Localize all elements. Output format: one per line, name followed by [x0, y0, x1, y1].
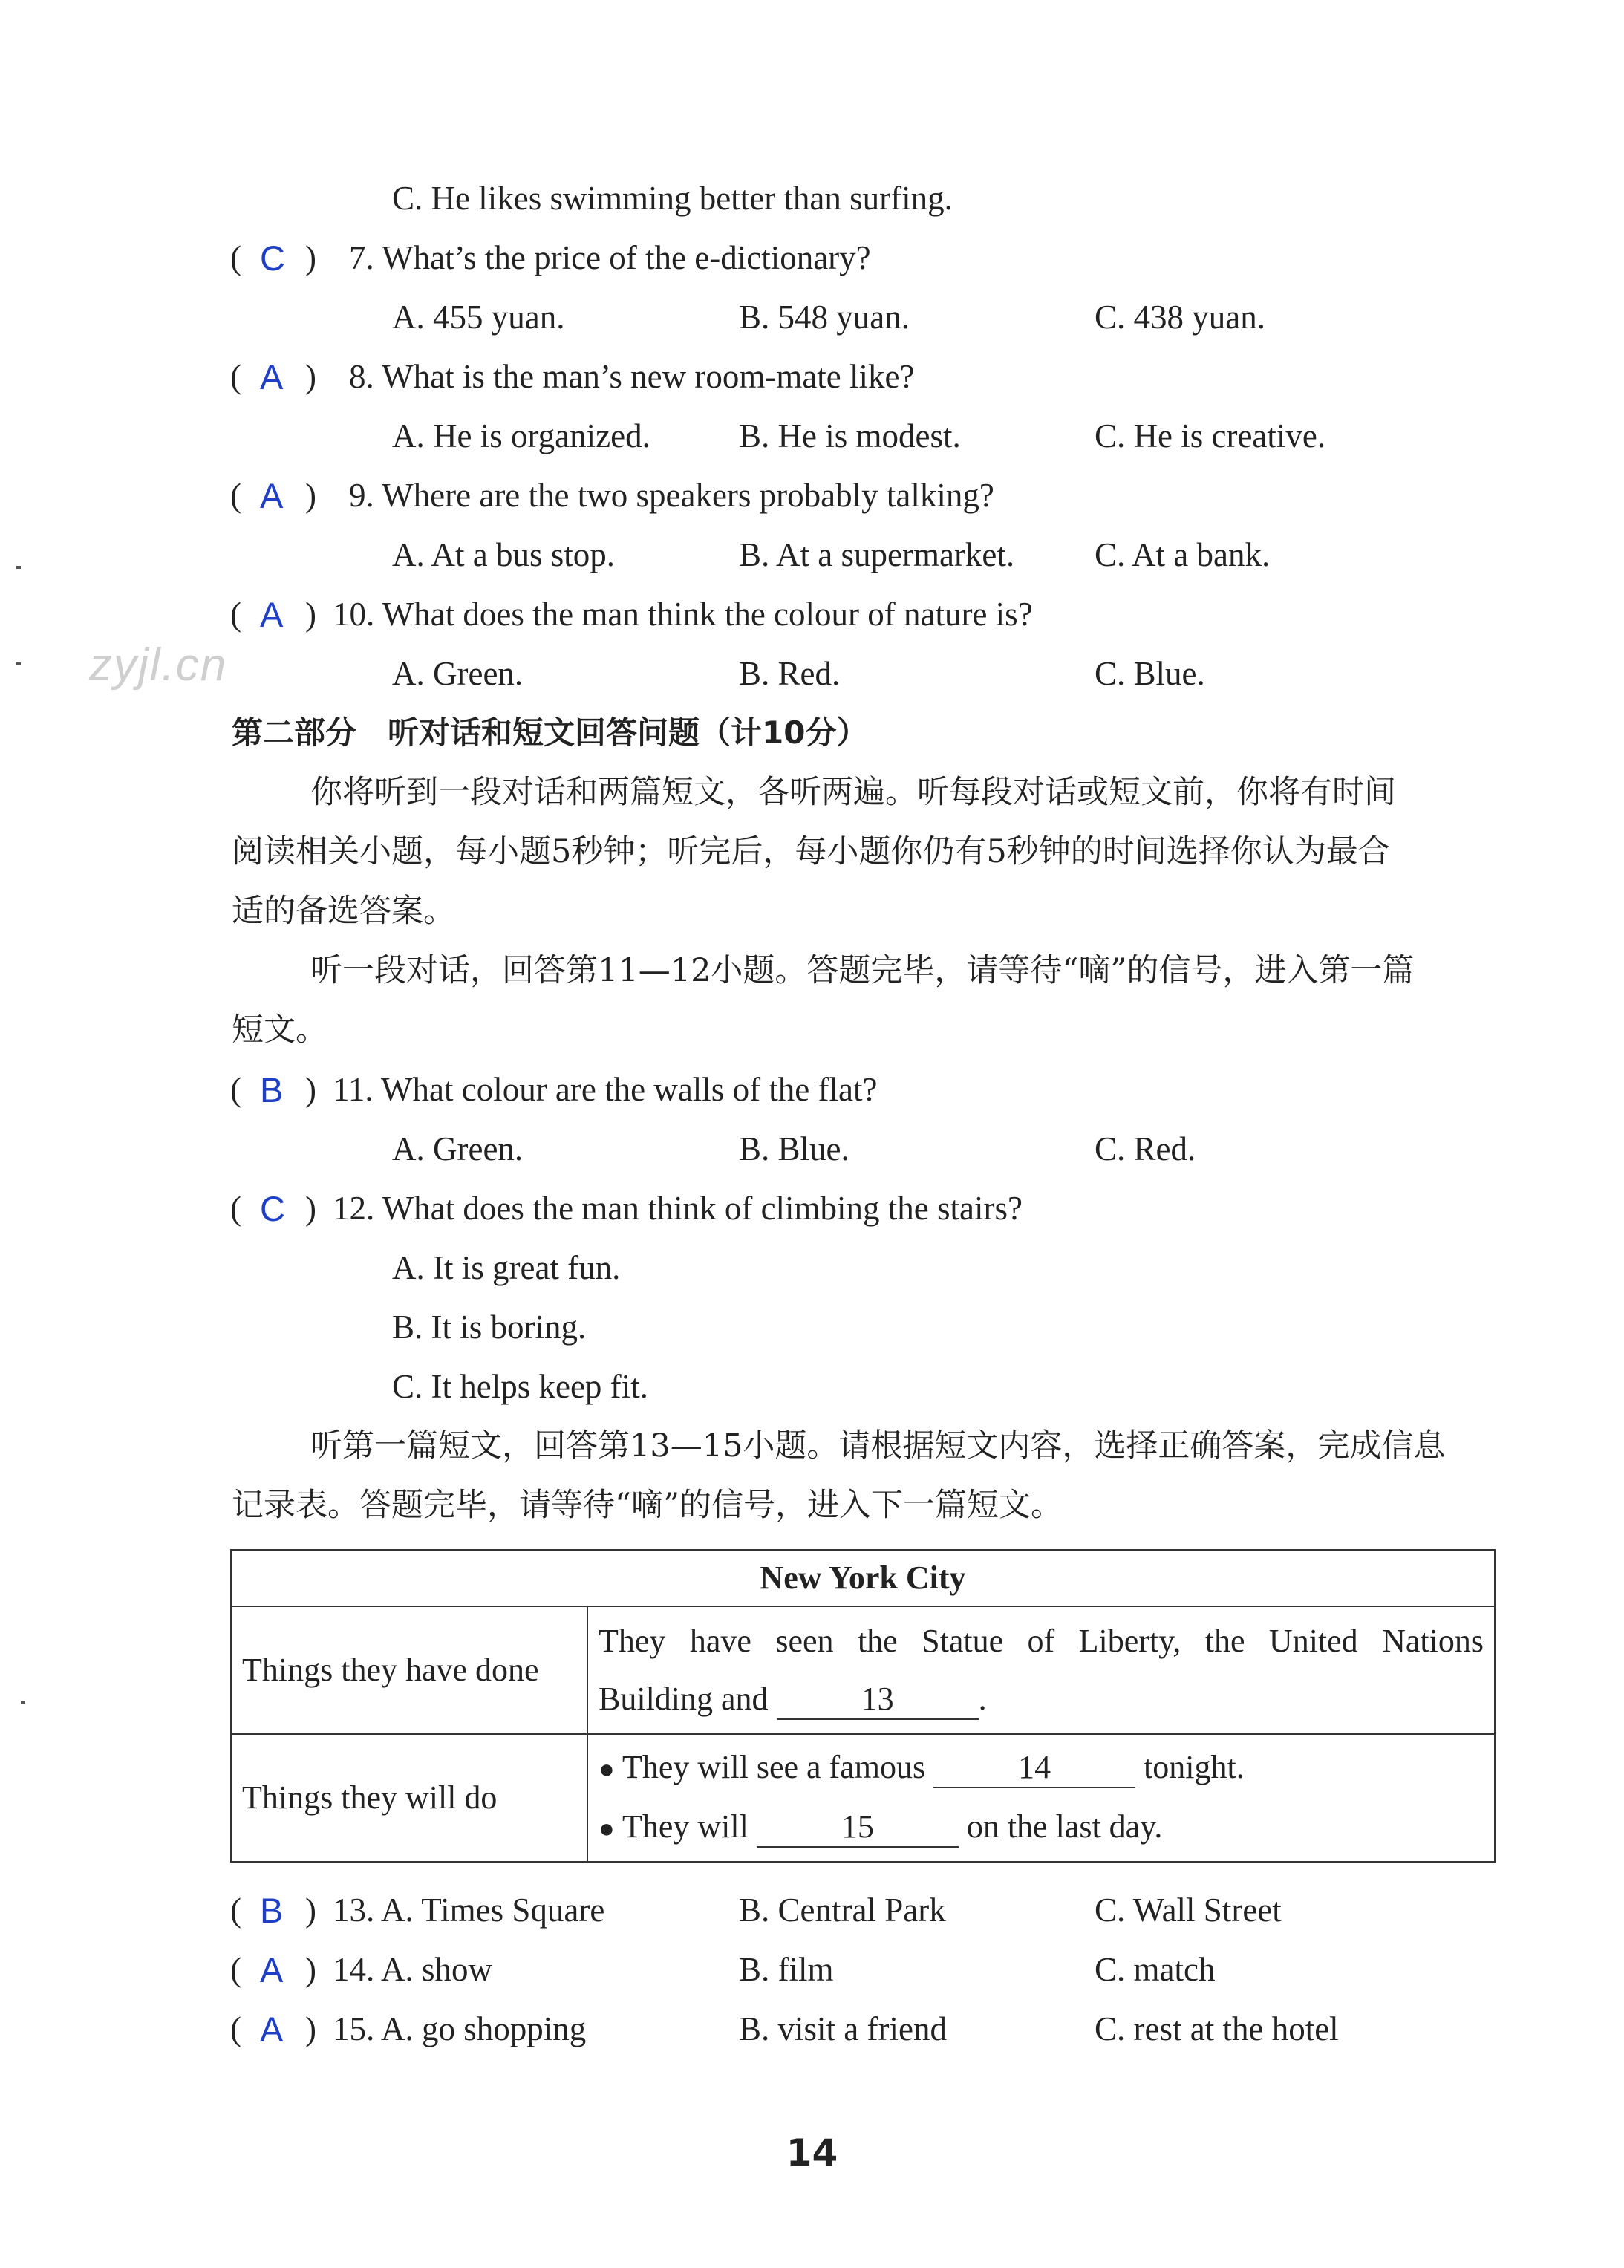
table-text: on the last day.: [966, 1808, 1163, 1845]
page-number: 14: [786, 2131, 838, 2174]
question-stem: 8. What is the man’s new room-mate like?: [349, 358, 915, 395]
table-text-line: [599, 1670, 1484, 1728]
table-text: Building and: [599, 1681, 769, 1717]
table-text: .: [978, 1681, 987, 1717]
option-b: B. At a supermarket.: [739, 536, 1015, 573]
table-row-label: Things they have done: [231, 1606, 587, 1734]
question-stem: 7. What’s the price of the e-dictionary?: [349, 239, 871, 276]
scan-mark: [16, 662, 21, 665]
answer-bracket: ( ): [230, 358, 316, 395]
table-cell: [587, 1606, 1495, 1734]
option-a: A. He is organized.: [392, 417, 650, 454]
option-a: A. 455 yuan.: [392, 299, 565, 336]
option-a: 13. A. Times Square: [333, 1891, 605, 1929]
option-a: 15. A. go shopping: [333, 2010, 587, 2047]
table-text: They have seen the Statue of Liberty, the United Nations: [599, 1623, 1484, 1659]
info-record-table: [230, 1549, 1496, 1863]
answer-bracket: ( ): [230, 2010, 316, 2047]
option-a: A. At a bus stop.: [392, 536, 616, 573]
answer-mark: A: [260, 595, 284, 634]
instruction-text: 记录表。答题完毕，请等待“嘀”的信号，进入下一篇短文。: [232, 1487, 1063, 1524]
question-stem: 10. What does the man think the colour of nature is?: [333, 596, 1033, 633]
answer-bracket: ( ): [230, 596, 316, 633]
answer-mark: C: [260, 238, 285, 278]
answer-bracket: ( ): [230, 1190, 316, 1227]
answer-mark: B: [260, 1070, 284, 1109]
option-c: C. match: [1095, 1951, 1216, 1988]
table-cell: [587, 1734, 1495, 1862]
watermark: zyjl.cn: [89, 639, 228, 691]
option-b: B. Central Park: [739, 1891, 946, 1929]
table-row-label: Things they will do: [231, 1734, 587, 1862]
instruction-text: 适的备选答案。: [232, 893, 455, 930]
scan-mark: [21, 1701, 25, 1704]
option-c: C. Wall Street: [1095, 1891, 1282, 1929]
option-c: C. rest at the hotel: [1095, 2010, 1339, 2047]
answer-mark: A: [260, 476, 284, 515]
instruction-text: 你将听到一段对话和两篇短文，各听两遍。听每段对话或短文前，你将有时间: [310, 774, 1396, 811]
question-stem: 12. What does the man think of climbing the stairs?: [333, 1190, 1023, 1227]
option-a: A. Green.: [392, 1130, 524, 1167]
answer-mark: A: [260, 1950, 284, 1990]
blank-13: 13: [777, 1680, 979, 1720]
option-a: A. It is great fun.: [392, 1249, 621, 1286]
answer-mark: C: [260, 1189, 285, 1228]
instruction-text: 听一段对话，回答第11—12小题。答题完毕，请等待“嘀”的信号，进入第一篇: [310, 952, 1415, 989]
blank-15: 15: [757, 1808, 959, 1848]
option-c: C. Red.: [1095, 1130, 1196, 1167]
option-b: B. visit a friend: [739, 2010, 947, 2047]
instruction-text: 短文。: [232, 1011, 327, 1049]
table-text: They will see a famous: [622, 1749, 926, 1785]
q6-option-c: C. He likes swimming better than surfing.: [392, 180, 953, 217]
bullet-line: [599, 1739, 1484, 1798]
scan-mark: [16, 566, 21, 569]
option-b: B. 548 yuan.: [739, 299, 910, 336]
option-a: A. Green.: [392, 655, 524, 692]
table-title: New York City: [231, 1550, 1495, 1606]
option-c: C. He is creative.: [1095, 417, 1326, 454]
option-b: B. film: [739, 1951, 834, 1988]
option-c: C. At a bank.: [1095, 536, 1271, 573]
option-a: 14. A. show: [333, 1951, 493, 1988]
answer-bracket: ( ): [230, 1071, 316, 1108]
option-c: C. 438 yuan.: [1095, 299, 1265, 336]
answer-bracket: ( ): [230, 1891, 316, 1929]
answer-bracket: ( ): [230, 1951, 316, 1988]
section-heading: 第二部分 听对话和短文回答问题（计10分）: [232, 714, 868, 751]
bullet-line: [599, 1798, 1484, 1857]
answer-bracket: ( ): [230, 239, 316, 276]
question-stem: 9. Where are the two speakers probably talking?: [349, 477, 994, 514]
answer-mark: A: [260, 357, 284, 397]
option-b: B. It is boring.: [392, 1309, 587, 1346]
instruction-text: 阅读相关小题，每小题5秒钟；听完后，每小题你仍有5秒钟的时间选择你认为最合: [232, 833, 1390, 870]
bullet-icon: ●: [599, 1754, 615, 1784]
question-stem: 11. What colour are the walls of the flat?: [333, 1071, 878, 1108]
blank-14: 14: [933, 1748, 1135, 1788]
table-text: They will: [622, 1808, 749, 1845]
table-text: tonight.: [1144, 1749, 1245, 1785]
bullet-icon: ●: [599, 1814, 615, 1843]
option-c: C. It helps keep fit.: [392, 1368, 648, 1405]
instruction-text: 听第一篇短文，回答第13—15小题。请根据短文内容，选择正确答案，完成信息: [310, 1427, 1446, 1464]
option-c: C. Blue.: [1095, 655, 1205, 692]
answer-bracket: ( ): [230, 477, 316, 514]
option-b: B. He is modest.: [739, 417, 961, 454]
answer-mark: A: [260, 2010, 284, 2049]
option-b: B. Red.: [739, 655, 841, 692]
option-b: B. Blue.: [739, 1130, 849, 1167]
answer-mark: B: [260, 1891, 284, 1930]
